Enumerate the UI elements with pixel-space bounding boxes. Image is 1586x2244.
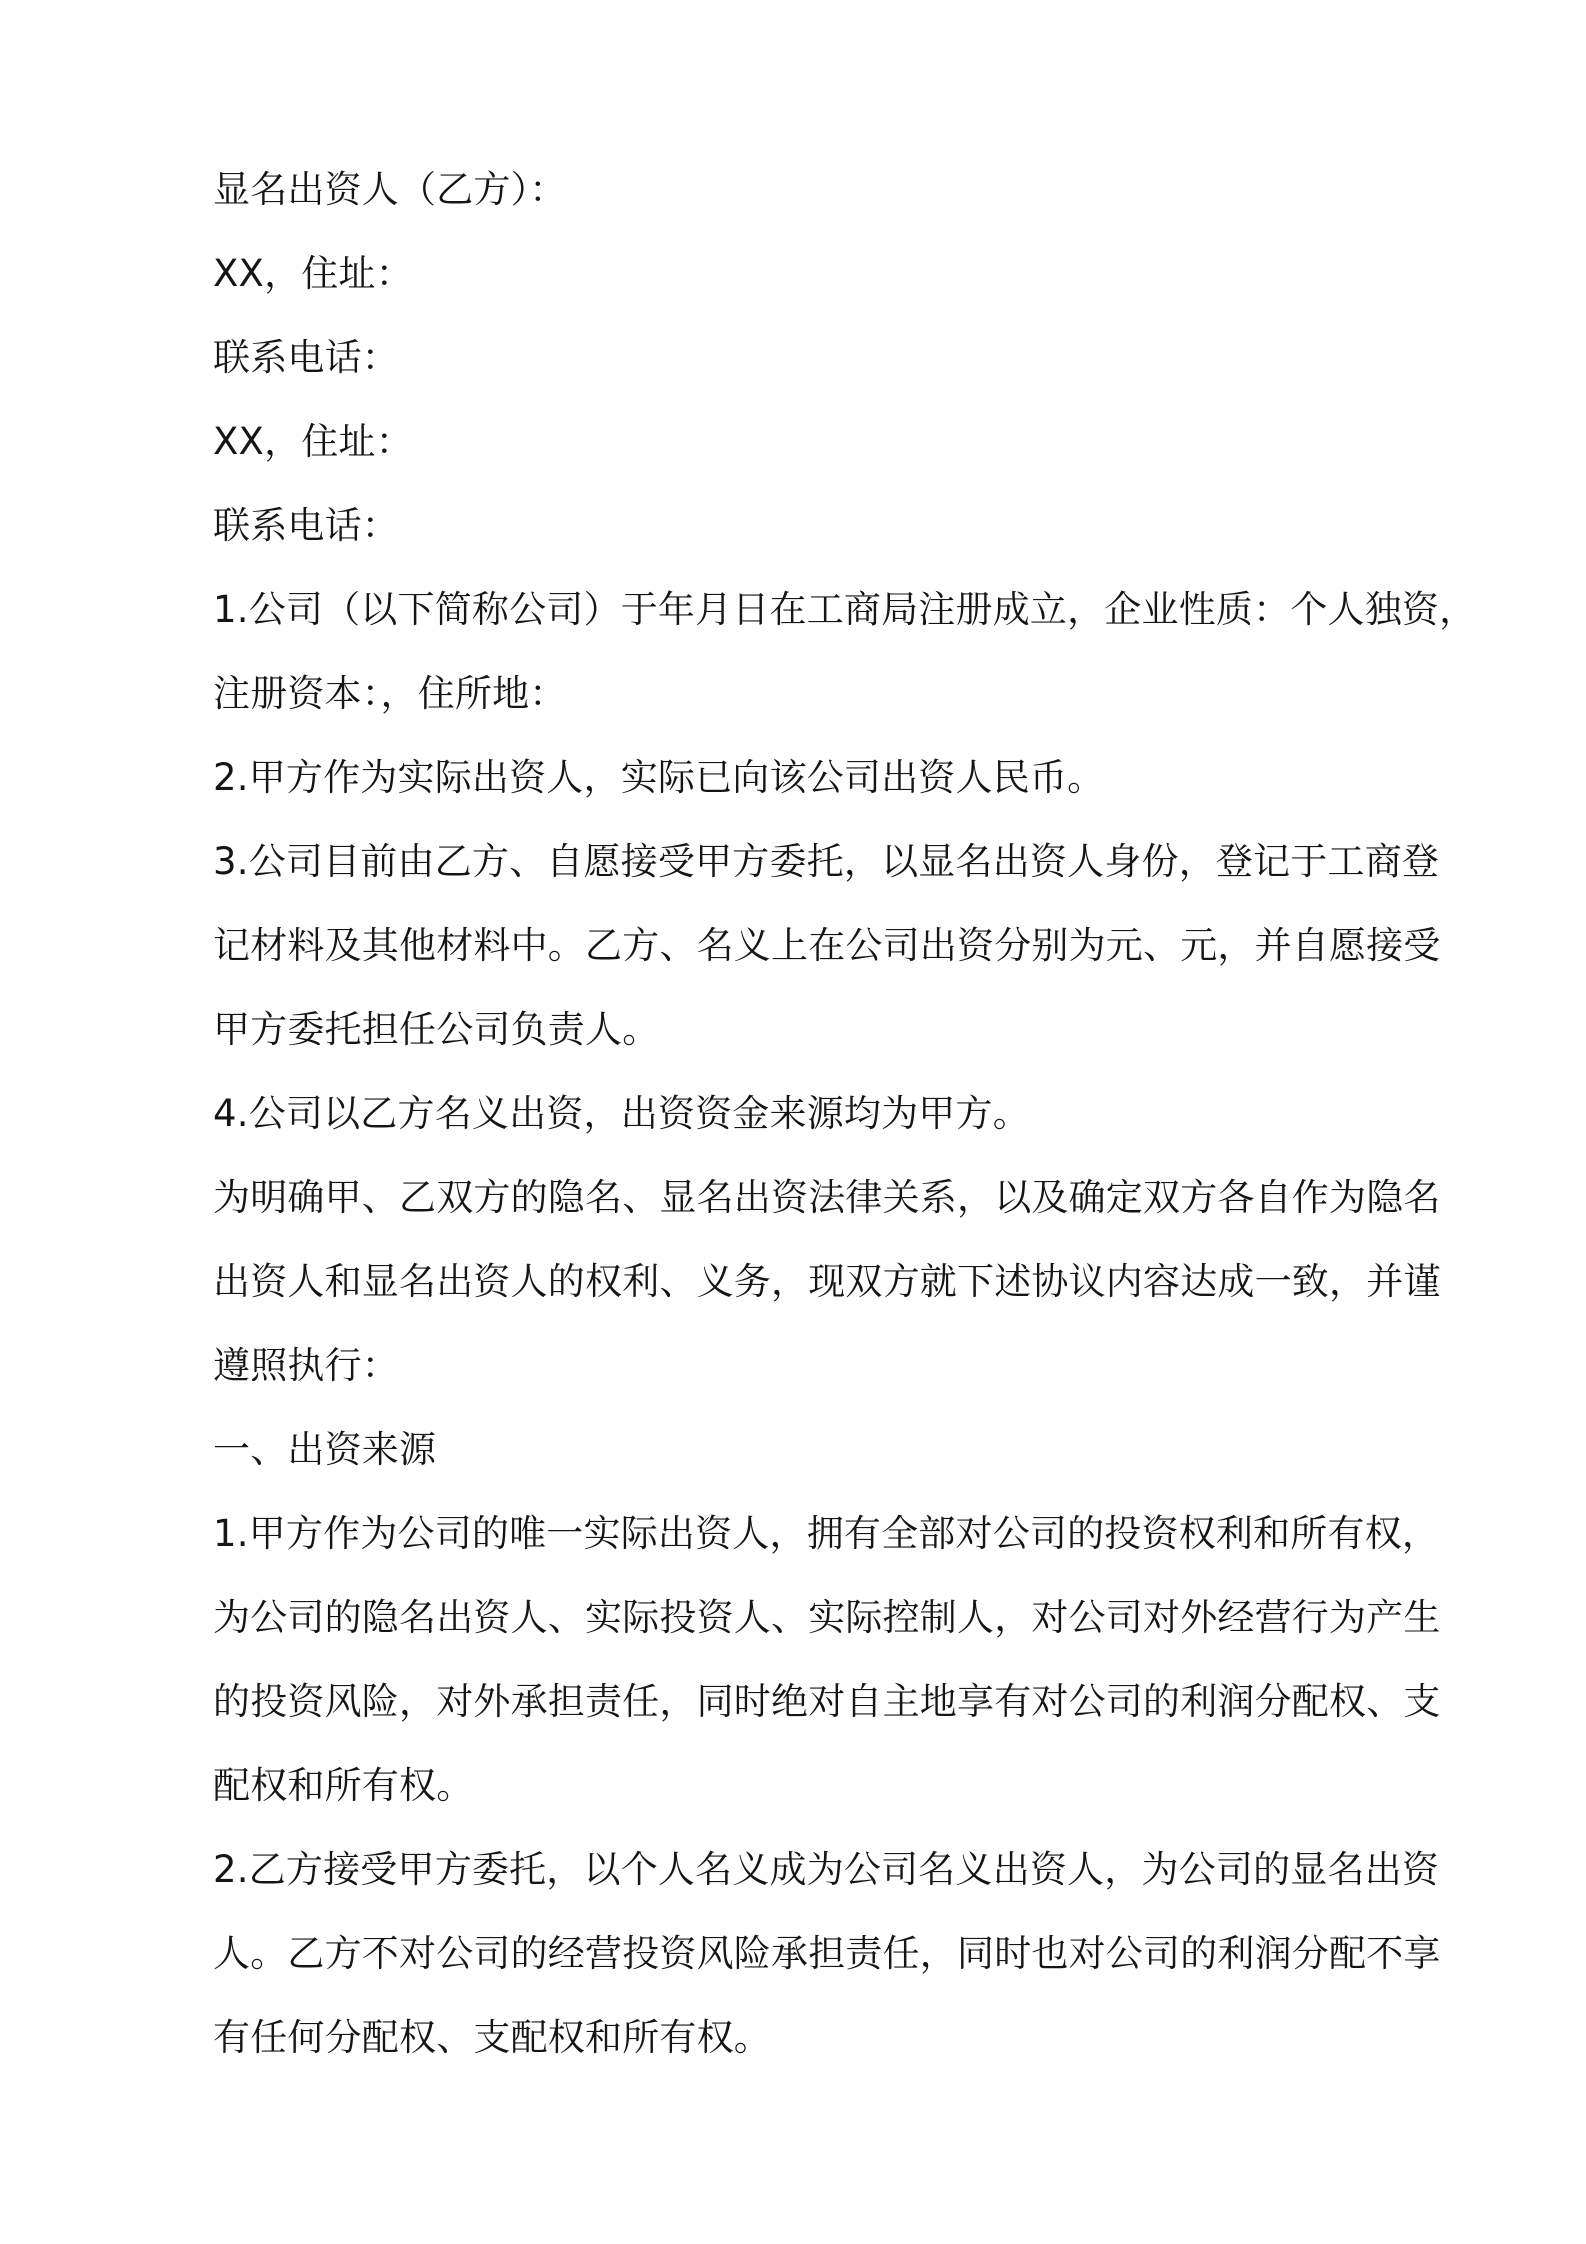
clause-2 [213, 1828, 1443, 2080]
paragraph-line: 甲方委托担任公司负责人。 [213, 1008, 660, 1051]
address-line: XX，住址： [213, 252, 413, 295]
paragraph-line: 出资人和显名出资人的权利、义务，现双方就下述协议内容达成一致，并谨 [213, 1260, 1441, 1303]
party-b-label: 显名出资人（乙方）： [213, 168, 567, 211]
paragraph-line: 注册资本：，住所地： [213, 672, 567, 715]
party-b-person1-phone [213, 316, 1443, 400]
party-b-heading [213, 148, 1443, 232]
paragraph-line: 记材料及其他材料中。乙方、名义上在公司出资分别为元、元，并自愿接受 [213, 924, 1441, 967]
paragraph-line: 1.甲方作为公司的唯一实际出资人，拥有全部对公司的投资权利和所有权， [213, 1512, 1440, 1555]
paragraph-line: 有任何分配权、支配权和所有权。 [213, 2016, 771, 2059]
party-b-person1-address [213, 232, 1443, 316]
section-heading [213, 1408, 1443, 1492]
paragraph-line: 为公司的隐名出资人、实际投资人、实际控制人，对公司对外经营行为产生 [213, 1596, 1441, 1639]
paragraph-line: 遵照执行： [213, 1344, 399, 1387]
paragraph-line: 人。乙方不对公司的经营投资风险承担责任，同时也对公司的利润分配不享 [213, 1932, 1441, 1975]
paragraph-line: 3.公司目前由乙方、自愿接受甲方委托，以显名出资人身份，登记于工商登 [213, 840, 1440, 883]
recital-1 [213, 568, 1477, 736]
paragraph-line: 的投资风险，对外承担责任，同时绝对自主地享有对公司的利润分配权、支 [213, 1680, 1441, 1723]
recital-2 [213, 736, 1443, 820]
paragraph-line: 1.公司（以下简称公司）于年月日在工商局注册成立，企业性质：个人独资， [213, 588, 1477, 631]
phone-line: 联系电话： [213, 336, 399, 379]
clause-1 [213, 1492, 1443, 1828]
paragraph-line: 2.乙方接受甲方委托，以个人名义成为公司名义出资人，为公司的显名出资 [213, 1848, 1440, 1891]
party-b-person2-phone [213, 484, 1443, 568]
preamble [213, 1156, 1443, 1408]
paragraph-line: 4.公司以乙方名义出资，出资资金来源均为甲方。 [213, 1092, 1030, 1135]
phone-line: 联系电话： [213, 504, 399, 547]
recital-4 [213, 1072, 1443, 1156]
paragraph-line: 2.甲方作为实际出资人，实际已向该公司出资人民币。 [213, 756, 1105, 799]
party-b-person2-address [213, 400, 1443, 484]
paragraph-line: 为明确甲、乙双方的隐名、显名出资法律关系，以及确定双方各自作为隐名 [213, 1176, 1441, 1219]
paragraph-line: 配权和所有权。 [213, 1764, 474, 1807]
section-title: 一、出资来源 [213, 1428, 437, 1471]
recital-3 [213, 820, 1443, 1072]
address-line: XX，住址： [213, 420, 413, 463]
document-body [213, 148, 1477, 2080]
